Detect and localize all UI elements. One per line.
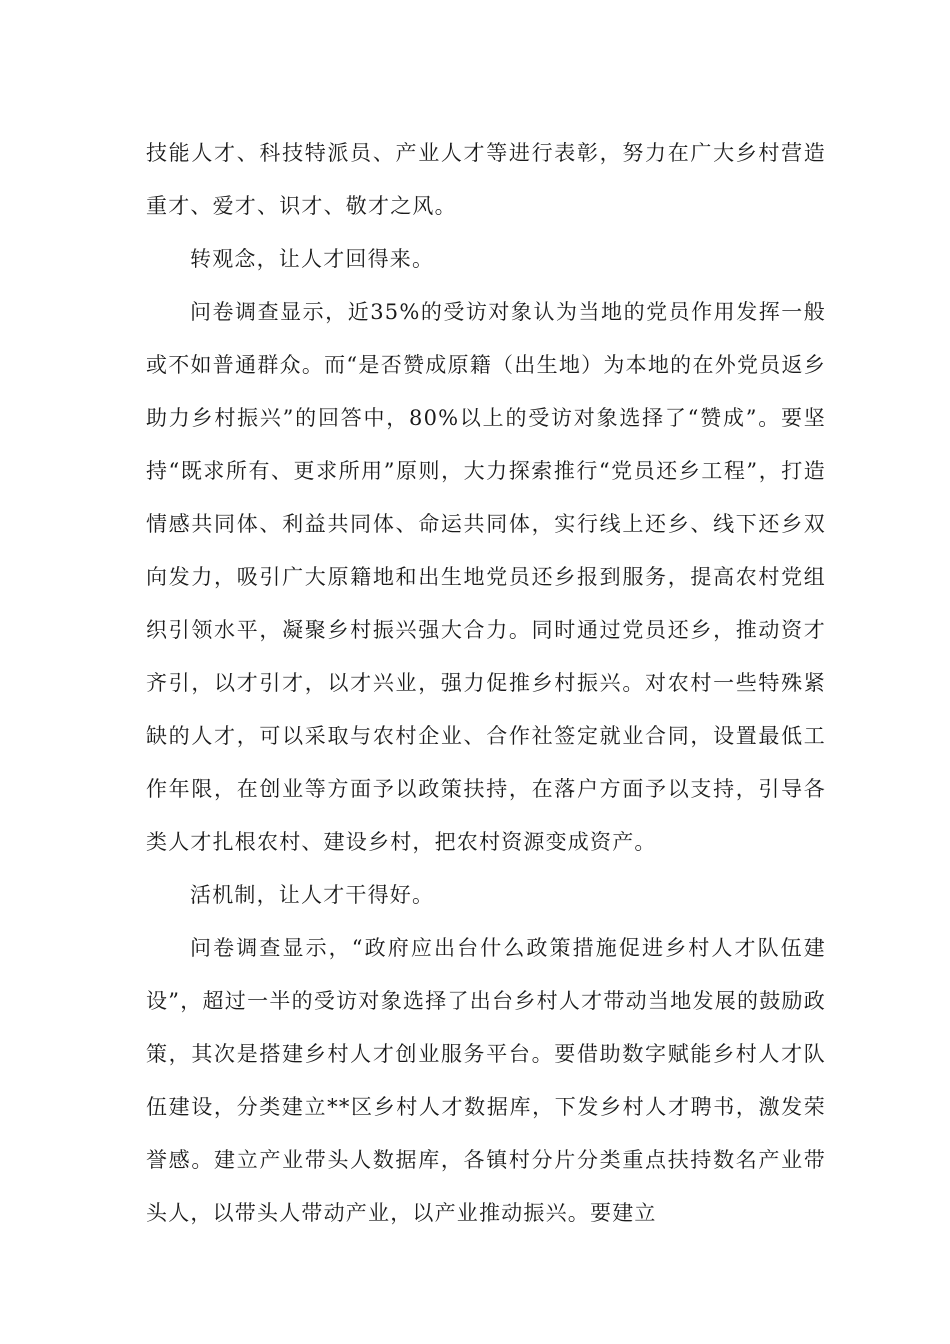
paragraph-party-members-return: 问卷调查显示，近35%的受访对象认为当地的党员作用发挥一般或不如普通群众。而“是否赞成原籍（出生地）为本地的在外党员返乡助力乡村振兴”的回答中，80%以上的受访对象选择了“赞成”。要坚持“既求所有、更求所用”原则，大力探索推行“党员还乡工程”，打造情感共同体、利益共同体、命运共同体，实行线上还乡、线下还乡双向发力，吸引广大原籍地和出生地党员还乡报到服务，提高农村党组织引领水平，凝聚乡村振兴强大合力。同时通过党员还乡，推动资才齐引，以才引才，以才兴业，强力促推乡村振兴。对农村一些特殊紧缺的人才，可以采取与农村企业、合作社签定就业合同，设置最低工作年限，在创业等方面予以政策扶持，在落户方面予以支持，引导各类人才扎根农村、建设乡村，把农村资源变成资产。 bbox=[146, 300, 826, 854]
section-heading-change-mindset: 转观念，让人才回得来。 bbox=[190, 247, 435, 271]
paragraph-continuation: 技能人才、科技特派员、产业人才等进行表彰，努力在广大乡村营造重才、爱才、识才、敬才之风。 bbox=[146, 141, 826, 218]
document-body bbox=[146, 127, 826, 1240]
section-heading-flexible-mechanism: 活机制，让人才干得好。 bbox=[190, 883, 435, 907]
paragraph-policy-survey: 问卷调查显示，“政府应出台什么政策措施促进乡村人才队伍建设”，超过一半的受访对象选择了出台乡村人才带动当地发展的鼓励政策，其次是搭建乡村人才创业服务平台。要借助数字赋能乡村人才队伍建设，分类建立**区乡村人才数据库，下发乡村人才聘书，激发荣誉感。建立产业带头人数据库，各镇村分片分类重点扶持数名产业带头人，以带头人带动产业，以产业推动振兴。要建立 bbox=[146, 936, 826, 1225]
